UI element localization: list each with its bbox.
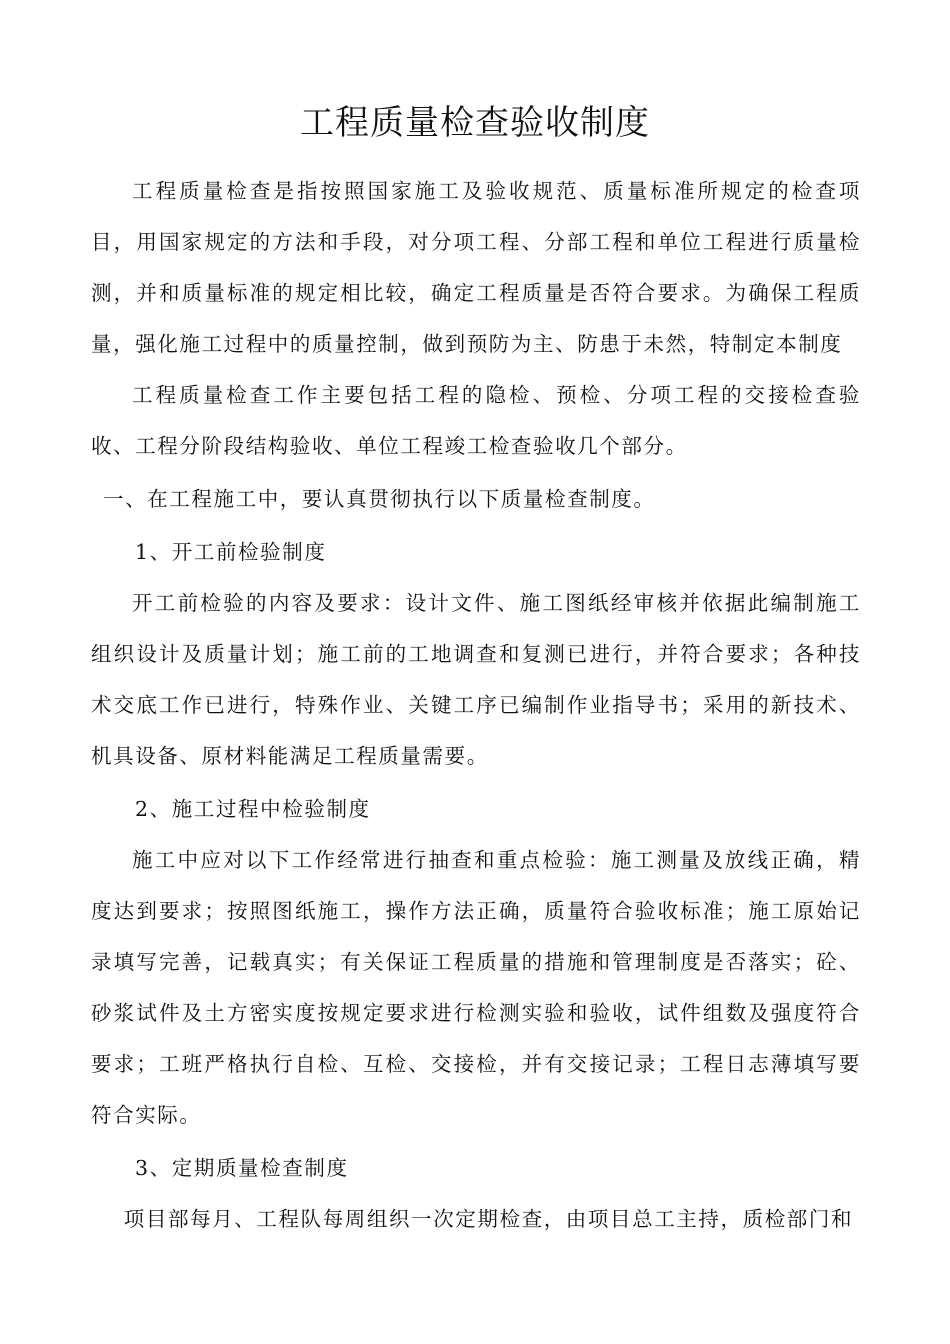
subsection-body-2: 施工中应对以下工作经常进行抽查和重点检验：施工测量及放线正确，精度达到要求；按照图纸施工，操作方法正确，质量符合验收标准；施工原始记录填写完善，记载真实；有关保证工程质量的措施和管理制度是否落实；砼、砂浆试件及土方密实度按规定要求进行检测实验和验收，试件组数及强度符合要求；工班严格执行自检、互检、交接检，并有交接记录；工程日志薄填写要符合实际。 <box>91 848 861 1127</box>
intro-paragraph: 工程质量检查是指按照国家施工及验收规范、质量标准所规定的检查项目，用国家规定的方法和手段，对分项工程、分部工程和单位工程进行质量检测，并和质量标准的规定相比较，确定工程质量是否符合要求。为确保工程质量，强化施工过程中的质量控制，做到预防为主、防患于未然，特制定本制度 <box>91 179 861 356</box>
document-title: 工程质量检查验收制度 <box>300 103 650 143</box>
scope-paragraph: 工程质量检查工作主要包括工程的隐检、预检、分项工程的交接检查验收、工程分阶段结构验收、单位工程竣工检查验收几个部分。 <box>91 383 861 458</box>
document-body <box>91 166 861 1245</box>
subsection-heading-2: 2、施工过程中检验制度 <box>135 797 371 821</box>
subsection-body-3: 项目部每月、工程队每周组织一次定期检查，由项目总工主持，质检部门和 <box>123 1207 854 1231</box>
subsection-heading-3: 3、定期质量检查制度 <box>135 1156 349 1180</box>
subsection-body-1: 开工前检验的内容及要求：设计文件、施工图纸经审核并依据此编制施工组织设计及质量计划；施工前的工地调查和复测已进行，并符合要求；各种技术交底工作已进行，特殊作业、关键工序已编制作业指导书；采用的新技术、机具设备、原材料能满足工程质量需要。 <box>91 591 861 768</box>
subsection-heading-1: 1、开工前检验制度 <box>135 540 327 564</box>
section-heading-1: 一、在工程施工中，要认真贯彻执行以下质量检查制度。 <box>103 487 656 511</box>
